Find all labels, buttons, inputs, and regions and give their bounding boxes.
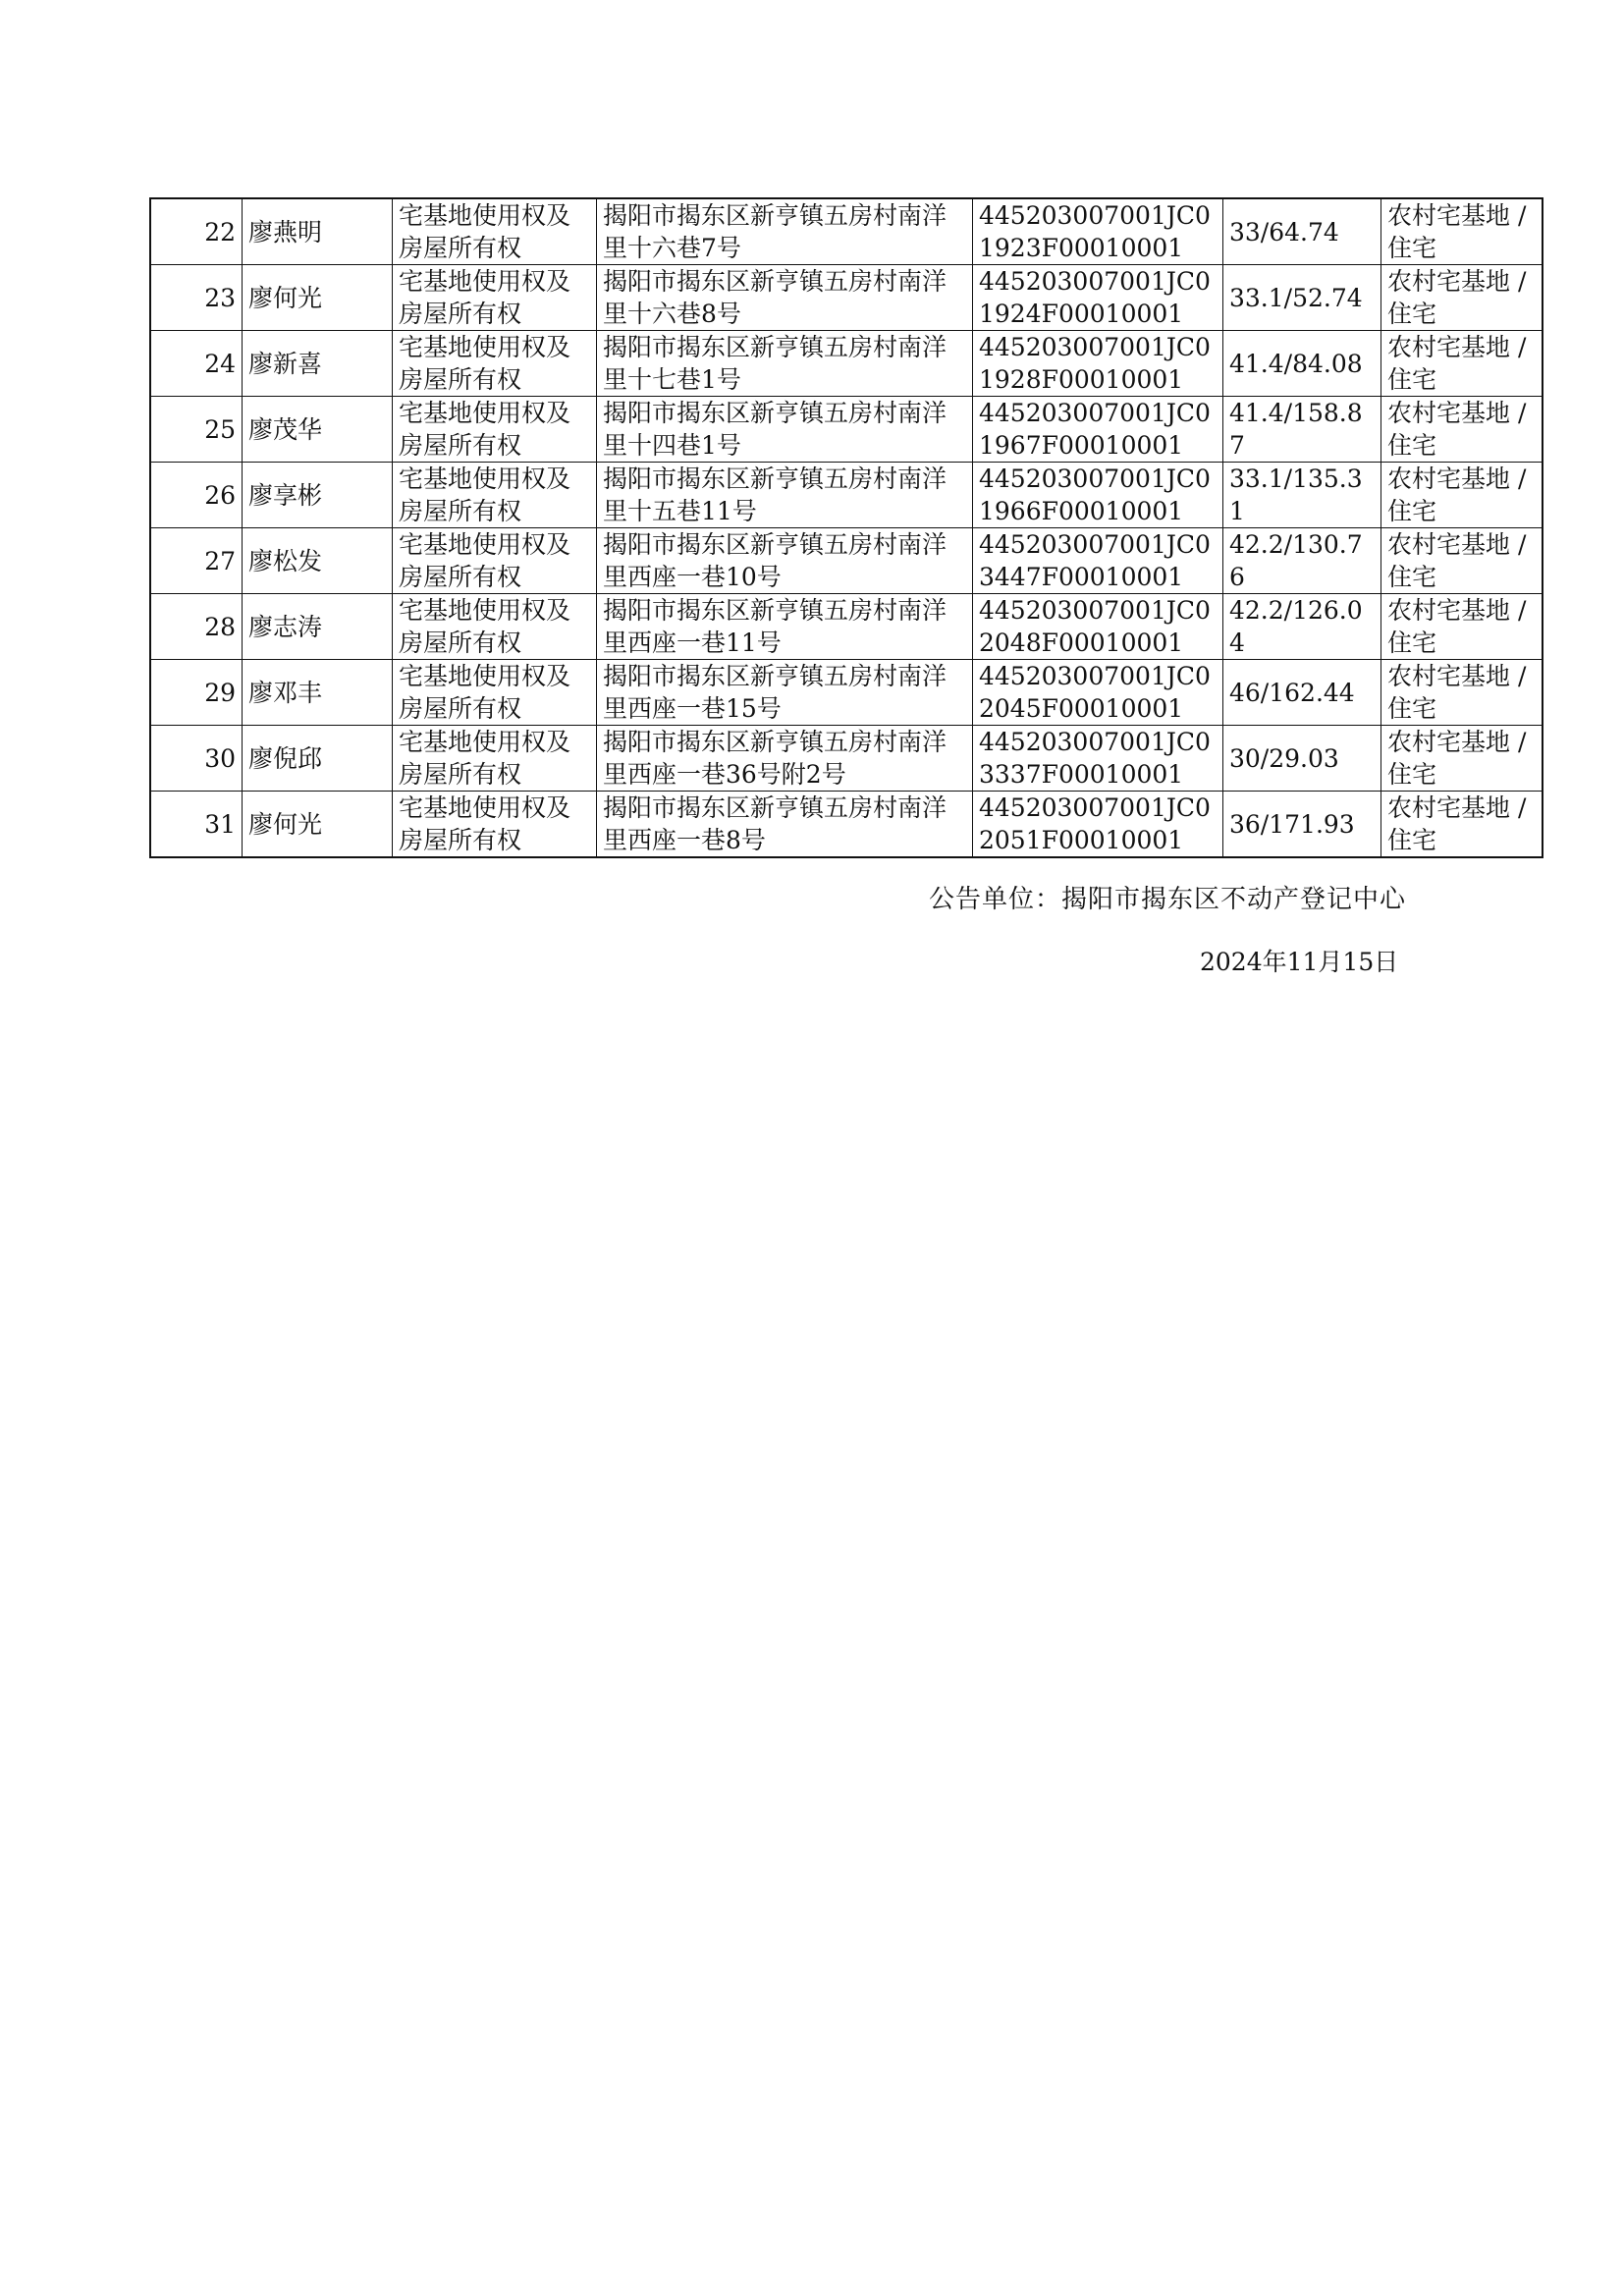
cell-area: 33.1/135.31 [1223, 463, 1381, 528]
cell-owner-name: 廖茂华 [243, 397, 393, 463]
cell-owner-name: 廖享彬 [243, 463, 393, 528]
cell-area: 33.1/52.74 [1223, 265, 1381, 331]
cell-right-type: 宅基地使用权及房屋所有权 [393, 265, 597, 331]
cell-address: 揭阳市揭东区新亨镇五房村南洋里十四巷1号 [597, 397, 973, 463]
cell-owner-name: 廖志涛 [243, 594, 393, 660]
table-row [150, 726, 1543, 792]
cell-number: 26 [150, 463, 243, 528]
cell-land-use: 农村宅基地 / 住宅 [1381, 792, 1543, 858]
cell-number: 24 [150, 331, 243, 397]
registration-table [149, 197, 1543, 858]
cell-right-type: 宅基地使用权及房屋所有权 [393, 528, 597, 594]
cell-number: 22 [150, 198, 243, 265]
cell-owner-name: 廖何光 [243, 792, 393, 858]
cell-land-use: 农村宅基地 / 住宅 [1381, 726, 1543, 792]
cell-land-use: 农村宅基地 / 住宅 [1381, 463, 1543, 528]
table-body [150, 198, 1543, 857]
cell-unit-code: 445203007001JC02051F00010001 [973, 792, 1223, 858]
table-row [150, 331, 1543, 397]
cell-land-use: 农村宅基地 / 住宅 [1381, 397, 1543, 463]
cell-area: 33/64.74 [1223, 198, 1381, 265]
cell-land-use: 农村宅基地 / 住宅 [1381, 198, 1543, 265]
cell-land-use: 农村宅基地 / 住宅 [1381, 528, 1543, 594]
cell-address: 揭阳市揭东区新亨镇五房村南洋里西座一巷15号 [597, 660, 973, 726]
cell-area: 46/162.44 [1223, 660, 1381, 726]
cell-number: 28 [150, 594, 243, 660]
cell-unit-code: 445203007001JC02045F00010001 [973, 660, 1223, 726]
cell-area: 41.4/84.08 [1223, 331, 1381, 397]
cell-area: 36/171.93 [1223, 792, 1381, 858]
cell-unit-code: 445203007001JC01928F00010001 [973, 331, 1223, 397]
cell-address: 揭阳市揭东区新亨镇五房村南洋里十六巷8号 [597, 265, 973, 331]
cell-owner-name: 廖松发 [243, 528, 393, 594]
cell-number: 29 [150, 660, 243, 726]
cell-land-use: 农村宅基地 / 住宅 [1381, 265, 1543, 331]
cell-number: 30 [150, 726, 243, 792]
cell-right-type: 宅基地使用权及房屋所有权 [393, 463, 597, 528]
cell-right-type: 宅基地使用权及房屋所有权 [393, 726, 597, 792]
cell-right-type: 宅基地使用权及房屋所有权 [393, 198, 597, 265]
cell-address: 揭阳市揭东区新亨镇五房村南洋里西座一巷8号 [597, 792, 973, 858]
cell-owner-name: 廖新喜 [243, 331, 393, 397]
cell-right-type: 宅基地使用权及房屋所有权 [393, 397, 597, 463]
cell-number: 27 [150, 528, 243, 594]
cell-address: 揭阳市揭东区新亨镇五房村南洋里西座一巷10号 [597, 528, 973, 594]
table-row [150, 397, 1543, 463]
cell-area: 42.2/126.04 [1223, 594, 1381, 660]
cell-unit-code: 445203007001JC03447F00010001 [973, 528, 1223, 594]
cell-unit-code: 445203007001JC03337F00010001 [973, 726, 1223, 792]
cell-number: 31 [150, 792, 243, 858]
cell-number: 25 [150, 397, 243, 463]
cell-address: 揭阳市揭东区新亨镇五房村南洋里西座一巷11号 [597, 594, 973, 660]
cell-unit-code: 445203007001JC01967F00010001 [973, 397, 1223, 463]
table-row [150, 792, 1543, 858]
table-row [150, 594, 1543, 660]
cell-unit-code: 445203007001JC01924F00010001 [973, 265, 1223, 331]
table-row [150, 660, 1543, 726]
cell-right-type: 宅基地使用权及房屋所有权 [393, 594, 597, 660]
cell-owner-name: 廖何光 [243, 265, 393, 331]
announcing-unit: 公告单位：揭阳市揭东区不动产登记中心 [929, 885, 1407, 914]
table-row [150, 463, 1543, 528]
cell-address: 揭阳市揭东区新亨镇五房村南洋里十六巷7号 [597, 198, 973, 265]
cell-right-type: 宅基地使用权及房屋所有权 [393, 660, 597, 726]
cell-owner-name: 廖邓丰 [243, 660, 393, 726]
cell-unit-code: 445203007001JC01923F00010001 [973, 198, 1223, 265]
cell-number: 23 [150, 265, 243, 331]
table-row [150, 528, 1543, 594]
table-row [150, 198, 1543, 265]
cell-owner-name: 廖倪邱 [243, 726, 393, 792]
cell-right-type: 宅基地使用权及房屋所有权 [393, 331, 597, 397]
cell-unit-code: 445203007001JC02048F00010001 [973, 594, 1223, 660]
table-row [150, 265, 1543, 331]
cell-area: 30/29.03 [1223, 726, 1381, 792]
cell-unit-code: 445203007001JC01966F00010001 [973, 463, 1223, 528]
cell-address: 揭阳市揭东区新亨镇五房村南洋里十七巷1号 [597, 331, 973, 397]
cell-land-use: 农村宅基地 / 住宅 [1381, 660, 1543, 726]
cell-address: 揭阳市揭东区新亨镇五房村南洋里十五巷11号 [597, 463, 973, 528]
announcement-date: 2024年11月15日 [1200, 948, 1399, 976]
cell-right-type: 宅基地使用权及房屋所有权 [393, 792, 597, 858]
cell-land-use: 农村宅基地 / 住宅 [1381, 594, 1543, 660]
cell-area: 41.4/158.87 [1223, 397, 1381, 463]
cell-address: 揭阳市揭东区新亨镇五房村南洋里西座一巷36号附2号 [597, 726, 973, 792]
cell-owner-name: 廖燕明 [243, 198, 393, 265]
cell-land-use: 农村宅基地 / 住宅 [1381, 331, 1543, 397]
cell-area: 42.2/130.76 [1223, 528, 1381, 594]
